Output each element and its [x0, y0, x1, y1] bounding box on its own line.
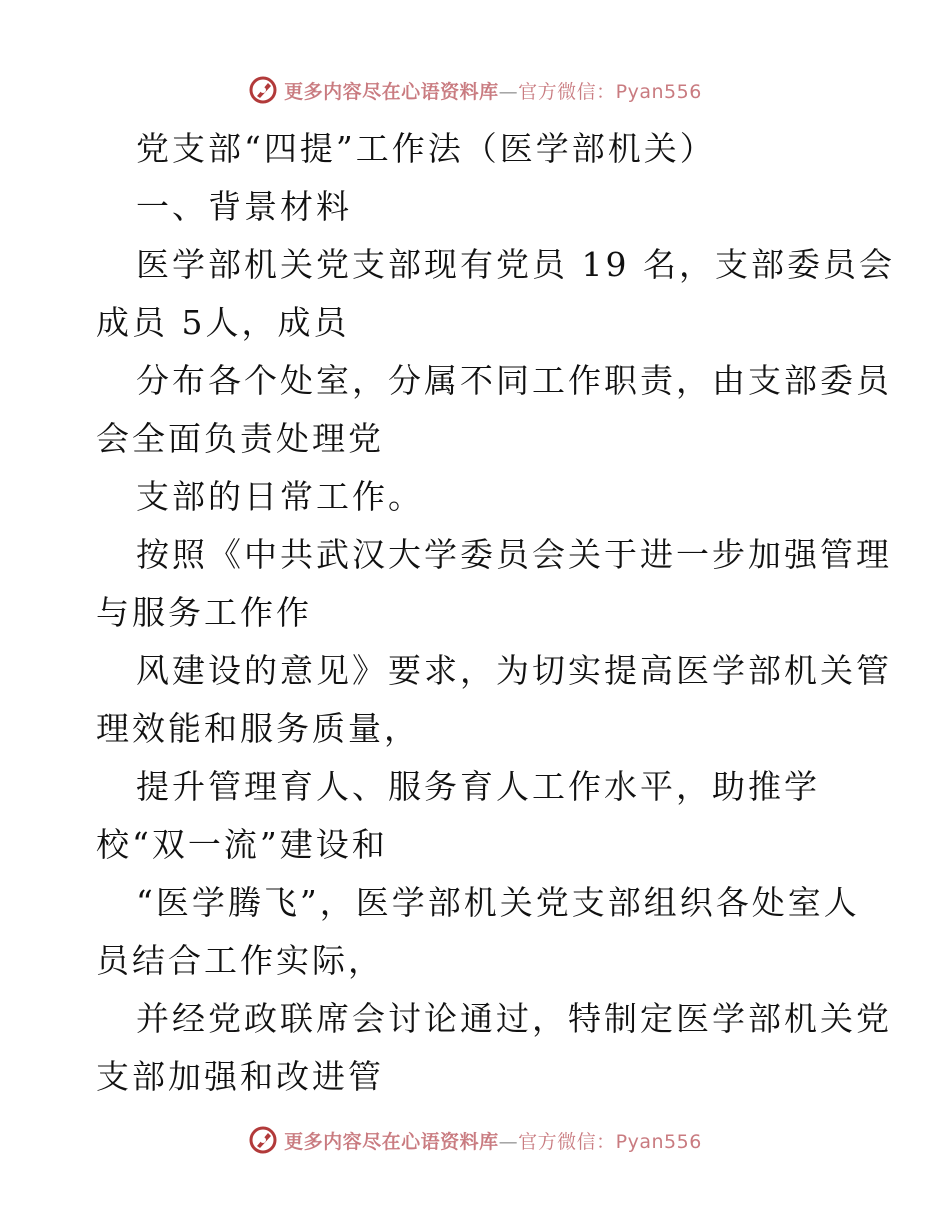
banner-wechat-text: 官方微信：Pyan556 — [518, 80, 702, 103]
pen-seal-icon — [248, 1125, 278, 1155]
paragraph-line: 校“双一流”建设和 — [96, 825, 388, 864]
paragraph-line: 并经党政联席会讨论通过，特制定医学部机关党 — [136, 999, 892, 1038]
banner-wechat-text: 官方微信：Pyan556 — [518, 1130, 702, 1153]
paragraph-line: 医学部机关党支部现有党员 19 名，支部委员会 — [136, 245, 895, 284]
paragraph-line: 成员 5人，成员 — [96, 303, 350, 342]
banner-dash: — — [498, 80, 519, 103]
paragraph-line: 提升管理育人、服务育人工作水平，助推学 — [136, 767, 820, 806]
paragraph-line: 与服务工作作 — [96, 593, 312, 632]
paragraph-line: 支部加强和改进管 — [96, 1057, 384, 1096]
pen-seal-icon — [248, 75, 278, 105]
banner-main-text: 更多内容尽在心语资料库 — [284, 1130, 499, 1153]
paragraph-line: “医学腾飞”，医学部机关党支部组织各处室人 — [136, 883, 860, 922]
paragraph-line: 理效能和服务质量， — [96, 709, 420, 748]
banner-main-text: 更多内容尽在心语资料库 — [284, 80, 499, 103]
document-body — [96, 120, 895, 1106]
footer-watermark-banner — [0, 1120, 950, 1160]
paragraph-line: 会全面负责处理党 — [96, 419, 384, 458]
paragraph-line: 风建设的意见》要求，为切实提高医学部机关管 — [136, 651, 892, 690]
paragraph-line: 按照《中共武汉大学委员会关于进一步加强管理 — [136, 535, 892, 574]
document-title: 党支部“四提”工作法（医学部机关） — [136, 129, 716, 168]
section-heading: 一、背景材料 — [136, 187, 352, 226]
banner-dash: — — [498, 1130, 519, 1153]
banner-text — [284, 1127, 702, 1154]
paragraph-line: 员结合工作实际， — [96, 941, 384, 980]
banner-text — [284, 77, 702, 104]
paragraph-line: 支部的日常工作。 — [136, 477, 424, 516]
paragraph-line: 分布各个处室，分属不同工作职责，由支部委员 — [136, 361, 892, 400]
header-watermark-banner — [0, 70, 950, 110]
